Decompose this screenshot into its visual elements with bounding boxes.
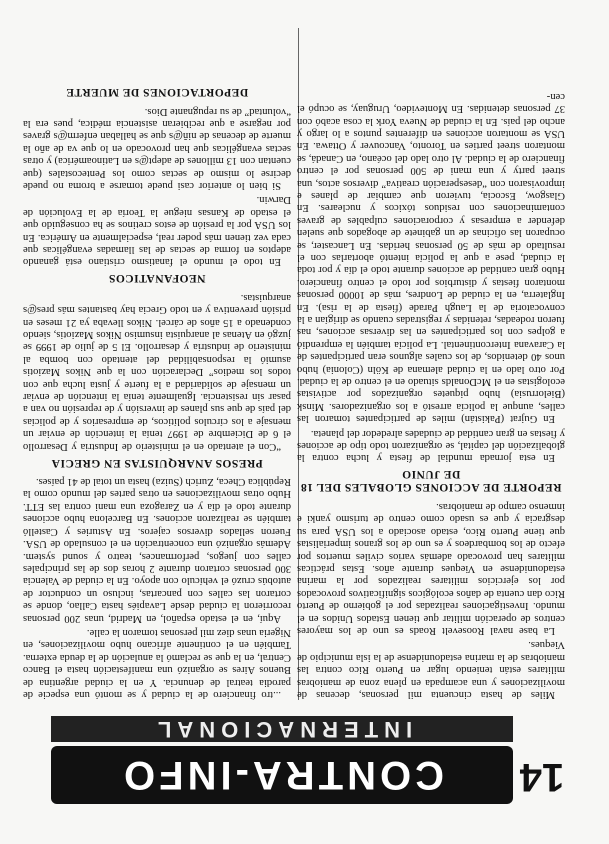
article-heading: REPORTE DE ACCIONES GLOBALES DEL 18 DE JUNIO bbox=[300, 468, 562, 494]
article-paragraph: ...tro financiero de la ciudad y se montó una especie de parodia teatral de denuncia. Y en la ciudad argentina de Buenos Aires se organizó una manifestación hasta el Banco Central, en la que se reclamó la anulación de la deuda externa. También en el continente africano hubo movilizaciones, en Nigeria unas diez mil personas tomaron la calle. bbox=[23, 626, 291, 700]
article-heading: PRESOS ANARQUISTAS EN GRECIA bbox=[51, 456, 263, 469]
article-paragraph: En Gujrat (Pakistán) miles de participantes tomaron las calles, aunque la policía arrestó a los organizadores. Minsk (Bielorrusia) hubo piquetes organizados por activistas ecologistas en el McDonalds situado en el centro de la ciudad. Por otro lado en la ciudad alemana de Köln (Colonia) hubo unos 40 detenidos, de los cuales algunos eran participantes de la Caravana Intercontinental. La policía también la emprendió a golpes con los participantes en las diversas acciones, nas fueron rodeadas, retenidas y registradas cuando se dirigían a la convocatoria de la Laugh Parade (fiesta de la risa). En Inglaterra, en la ciudad de Londres, más de 10000 personas montaron fiestas y disturbios por todo el centro financiero. Hubo gran cantidad de acciones durante todo el día y por toda la ciudad, pese a que la policía intentó abortarlas con el resultado de más de 50 personas heridas. En Lancaster, se ocuparon las oficinas de un gabinete de abogados que suelen defender a empresas y corporaciones culpables de graves contaminaciones con residuos tóxicos y nucleares. En Glasgow, Escocia, tuvieron que cambiar de planes e improvisaron con “desesperación creativa” diversos actos, una street party y una mani de 500 personas por el centro financiero de la ciudad. Al otro lado del océano, en Canadá, se montaron street parties en Toronto, Vancouver y Ottawa. En USA se montaron acciones en diferentes puntos a lo largo y ancho del país. En la ciudad de Nueva York la cosa acabó con 37 personas detenidas. En Montevideo, Uruguay, se ocupó el cen- bbox=[297, 90, 565, 425]
article-paragraph: Si bien lo anterior casi puede tomarse a broma no puede decirse lo mismo de sectas como los Pentecostales (que cuentan con 13 millones de adept@s en Latinoamérica) y otras sectas evangélicas que han provocado en lo que va de año la muerte de decenas de niñ@s que se hallaban enferm@s graves por negarse a que recibieran asistencia médica, pues era la “voluntad” de su repugnante Dios. bbox=[23, 105, 291, 191]
page-number: 14 bbox=[519, 755, 565, 799]
article-paragraph: Miles de hasta cincuenta mil personas, decenas de movilizaciones y una acampada en plena zona de maniobras militares están teniendo lugar en Puerto Rico contra las maniobras de la marina estadounidense de la isla municipio de Vieques. bbox=[297, 639, 565, 700]
article-paragraph: En todo el mundo el fanatismo cristiano está ganando adeptos en forma de sectas de las llamadas evangélicas que cada vez tienen más poder real, especialmente en América. En los USA por la presión de estos cretinos se ha conseguido que el estado de Kansas niegue la Teoría de la Evolución de Darwin. bbox=[23, 194, 291, 268]
masthead bbox=[45, 712, 565, 808]
publication-title: CONTRA-INFO bbox=[51, 746, 513, 804]
section-banner: INTERNACIONAL bbox=[51, 716, 513, 742]
article-paragraph: La base naval Roosevelt Roads es uno de los mayores centros de operación militar que tienen Estados Unidos en el mundo. Investigaciones realizadas por el gobierno de Puerto Rico dan cuenta de daños ecológicos significativos provocados por los ejercicios militares realizados por la marina estadounidense en Vieques durante años. Estas prácticas militares han provocado además varios civiles muertos por efecto de los bombardeos y es uno de los granos imperialistas que tiene Puerto Rico, estado asociado a los USA para su desgracia y que es usado como centro de turismo yanki e inmenso campo de maniobras. bbox=[297, 500, 565, 636]
right-column bbox=[23, 20, 291, 700]
article-paragraph: “Con el atentado en el ministerio de Industria y Desarrollo el 6 de Diciembre de 1997 tenía la intención de enviar un mensaje a los círculos políticos, de empresarios y de policías del país de que sus planes de inversión y de represión no van a pasar sin resistencia. Igualmente tenía la intención de enviar un mensaje de solidaridad a la fuerte y justa lucha que con todos los medios” Declaración con la que Nikos Maziotis asumió la responsabilidad del atentado con bomba al ministerio de industria y desarrollo. El 5 de julio de 1999 se juzgó en Atenas al anarquista insumiso Nikos Maziotis, siendo condenado a 15 años de cárcel. Nikos llevaba ya 21 meses en prisión preventiva y en todo Grecia hay bastantes más pres@s anarquistas. bbox=[23, 291, 291, 452]
article-heading: NEOFANATICOS bbox=[108, 272, 206, 285]
article-heading: DEPORTACIONES DE MUERTE bbox=[65, 86, 249, 99]
article-paragraph: En esta jornada mundial de fiesta y lucha contra la globalización del capital, se organizaron todo tipo de acciones y fiestas en gran cantidad de ciudades alrededor del planeta. bbox=[297, 427, 565, 464]
article-paragraph: Aquí, en el estado español, en Madrid, unas 200 personas recorrieron la ciudad desde Lavapiés hasta Callao, donde se cortaron las calles con pancartas, incluso un conductor de autobús cruzó el vehículo con apoyo. En la ciudad de Valencia 300 personas cortaron durante 2 horas dos de las principales calles con juegos, performances, teatro y sound system. Además organizó una concentración en el consulado de USA. Fueron sellados diversos cajeros. En Asturies y Castelló también se realizaron acciones. En Barcelona hubo acciones durante todo el día y en Zaragoza una mani contra las ETT. Hubo otras movilizaciones en otras partes del mundo como la República Checa, Zurich (Suiza) hasta un total de 41 países. bbox=[23, 476, 291, 624]
left-column bbox=[297, 20, 565, 700]
